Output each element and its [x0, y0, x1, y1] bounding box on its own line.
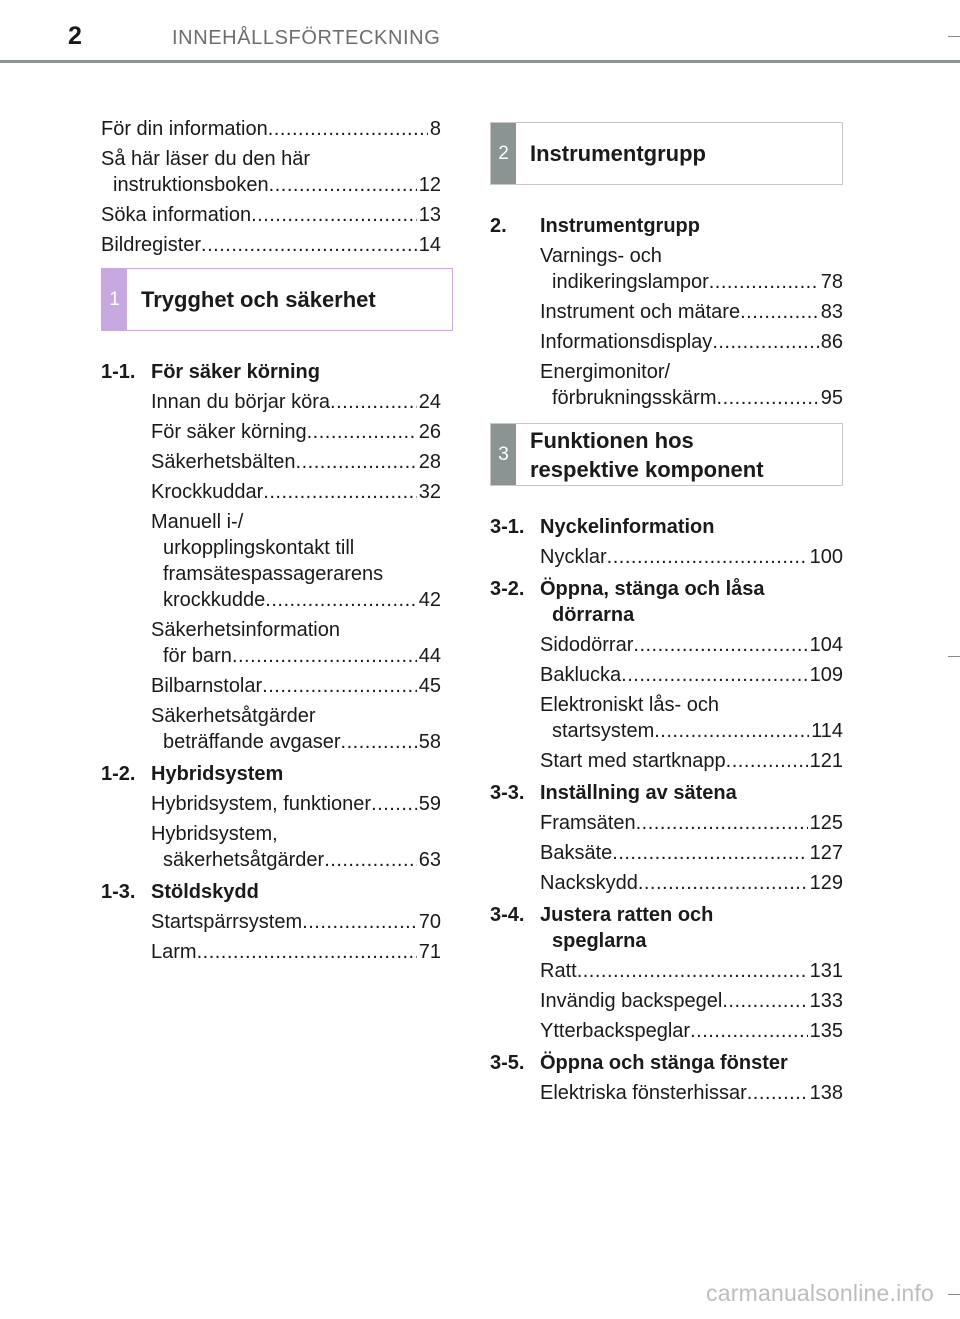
section-heading[interactable]: [101, 879, 441, 905]
chapter-number-tab: 1: [102, 269, 127, 330]
entry-title: För din information: [101, 118, 268, 140]
toc-entry[interactable]: [540, 544, 843, 570]
entry-line: Manuell i-/: [151, 511, 244, 533]
entry-title: Bildregister: [101, 234, 202, 256]
section-number: 3-4.: [490, 904, 525, 926]
toc-entry[interactable]: [540, 632, 843, 658]
dot-leader: [302, 909, 417, 935]
toc-entry[interactable]: [540, 810, 843, 836]
entry-last-line: [151, 479, 441, 505]
entry-last-line: [540, 1018, 843, 1044]
entry-title: startsystem: [552, 720, 655, 742]
toc-entry[interactable]: [151, 821, 441, 873]
entry-last-line: [101, 172, 441, 198]
dot-leader: [636, 810, 808, 836]
entry-last-line: [540, 958, 843, 984]
chapter-title-line: respektive komponent: [530, 456, 764, 482]
section-heading[interactable]: [490, 1050, 843, 1076]
toc-entry[interactable]: [540, 1018, 843, 1044]
section-title: [151, 879, 441, 905]
dot-leader: [307, 419, 417, 445]
section-number: 1-2.: [101, 763, 136, 785]
section-entries: [101, 909, 441, 965]
chapter-title-line: Instrumentgrupp: [530, 141, 706, 166]
page-ref: 109: [809, 664, 843, 686]
dot-leader: [612, 840, 807, 866]
entry-title: Startspärrsystem: [151, 911, 303, 933]
entry-last-line: [540, 718, 843, 744]
chapter-3: [490, 423, 843, 1106]
chapter-number-tab: 3: [491, 424, 516, 485]
section-heading[interactable]: [490, 780, 843, 806]
section-title: [540, 213, 843, 239]
entry-title: krockkudde: [163, 589, 266, 611]
section-number: 1-3.: [101, 881, 136, 903]
toc-entry[interactable]: [540, 329, 843, 355]
entry-last-line: [101, 232, 441, 258]
section-number: 1-1.: [101, 361, 136, 383]
dot-leader: [296, 449, 417, 475]
page-ref: 44: [418, 645, 441, 667]
section-entries: [490, 243, 843, 411]
toc-entry[interactable]: [540, 958, 843, 984]
entry-title: Ytterbackspeglar: [540, 1020, 691, 1042]
entry-last-line: [151, 729, 441, 755]
entry-last-line: [151, 643, 441, 669]
toc-entry[interactable]: [151, 909, 441, 935]
entry-last-line: [101, 116, 441, 142]
toc-entry[interactable]: [540, 299, 843, 325]
section-title: [540, 514, 843, 540]
toc-entry[interactable]: [151, 389, 441, 415]
toc-entry[interactable]: [151, 673, 441, 699]
dot-leader: [263, 479, 416, 505]
section-heading[interactable]: [490, 514, 843, 540]
watermark: carmanualsonline.info: [706, 1280, 934, 1306]
left-column: [101, 116, 441, 971]
dot-leader: [265, 587, 416, 613]
chapter-title-line: Trygghet och säkerhet: [141, 287, 376, 312]
page-number: 2: [68, 22, 82, 50]
entry-last-line: [540, 544, 843, 570]
dot-leader: [577, 958, 808, 984]
section-heading[interactable]: [490, 213, 843, 239]
page-ref: 78: [820, 271, 843, 293]
entry-last-line: [151, 909, 441, 935]
entry-title: Start med startknapp: [540, 750, 726, 772]
entry-title: Framsäten: [540, 812, 636, 834]
dot-leader: [740, 299, 819, 325]
margin-tick: [948, 1294, 960, 1295]
page-ref: 14: [418, 234, 441, 256]
section-title-line: Hybridsystem: [151, 763, 284, 785]
dot-leader: [268, 116, 428, 142]
dot-leader: [269, 172, 417, 198]
page-ref: 45: [418, 675, 441, 697]
page-ref: 135: [809, 1020, 843, 1042]
entry-title: Bilbarnstolar: [151, 675, 263, 697]
entry-line: framsätespassagerarens: [163, 563, 384, 585]
page-ref: 125: [809, 812, 843, 834]
entry-title: Söka information: [101, 204, 252, 226]
dot-leader: [197, 939, 417, 965]
entry-last-line: [540, 1080, 843, 1106]
dot-leader: [251, 202, 417, 228]
page-ref: 86: [820, 331, 843, 353]
entry-line: urkopplingskontakt till: [163, 537, 355, 559]
page-ref: 63: [418, 849, 441, 871]
chapter-2: [490, 122, 843, 411]
section-entries: [101, 389, 441, 755]
entry-last-line: [151, 389, 441, 415]
page-ref: 8: [429, 118, 441, 140]
page-ref: 138: [809, 1082, 843, 1104]
toc-entry[interactable]: [540, 1080, 843, 1106]
chapter-number-tab: 2: [491, 123, 516, 184]
entry-last-line: [540, 632, 843, 658]
page-ref: 95: [820, 387, 843, 409]
entry-line: Varnings- och: [540, 245, 662, 267]
page-ref: 131: [809, 960, 843, 982]
entry-last-line: [540, 329, 843, 355]
section-title: [540, 780, 843, 806]
page-ref: 12: [418, 174, 441, 196]
entry-title: Elektriska fönsterhissar: [540, 1082, 747, 1104]
entry-line: Hybridsystem,: [151, 823, 278, 845]
page-ref: 28: [418, 451, 441, 473]
entry-line: Så här läser du den här: [101, 148, 311, 170]
toc-entry[interactable]: [540, 692, 843, 744]
chapter-header: [101, 268, 453, 331]
dot-leader: [621, 662, 807, 688]
section-entries: [490, 810, 843, 896]
entry-title: Innan du börjar köra: [151, 391, 331, 413]
entry-title: förbrukningsskärm: [552, 387, 717, 409]
entry-title: För säker körning: [151, 421, 307, 443]
toc-entry[interactable]: [151, 479, 441, 505]
page-ref: 70: [418, 911, 441, 933]
entry-title: instruktionsboken: [113, 174, 269, 196]
dot-leader: [747, 1080, 808, 1106]
section-number: 3-2.: [490, 578, 525, 600]
section-title: [540, 576, 843, 628]
page-ref: 121: [809, 750, 843, 772]
entry-last-line: [151, 587, 441, 613]
toc-entry[interactable]: [540, 870, 843, 896]
entry-title: indikeringslampor: [552, 271, 709, 293]
section-entries: [490, 958, 843, 1044]
section-title: [540, 1050, 843, 1076]
entry-last-line: [540, 988, 843, 1014]
section-entries: [490, 632, 843, 774]
right-column: [490, 122, 843, 1112]
page-ref: 32: [418, 481, 441, 503]
dot-leader: [262, 673, 417, 699]
entry-title: Nycklar: [540, 546, 607, 568]
entry-title: Ratt: [540, 960, 577, 982]
dot-leader: [330, 389, 417, 415]
entry-title: Larm: [151, 941, 197, 963]
entry-last-line: [101, 202, 441, 228]
section-title-line: dörrarna: [552, 604, 635, 626]
toc-entry[interactable]: [151, 791, 441, 817]
entry-title: Nackskydd: [540, 872, 638, 894]
page-title: INNEHÅLLSFÖRTECKNING: [172, 27, 441, 49]
dot-leader: [722, 988, 807, 1014]
entry-last-line: [540, 748, 843, 774]
chapter-title-line: Funktionen hos: [530, 427, 694, 453]
toc-entry[interactable]: [151, 449, 441, 475]
entry-last-line: [540, 810, 843, 836]
section-number: 3-5.: [490, 1052, 525, 1074]
entry-title: Krockkuddar: [151, 481, 264, 503]
dot-leader: [717, 385, 819, 411]
entry-last-line: [151, 791, 441, 817]
section-heading[interactable]: [490, 576, 843, 628]
dot-leader: [690, 1018, 808, 1044]
entry-line: Säkerhetsinformation: [151, 619, 340, 641]
entry-title: säkerhetsåtgärder: [163, 849, 325, 871]
chapter-title: [516, 123, 706, 184]
entry-last-line: [540, 385, 843, 411]
page-ref: 114: [811, 720, 843, 742]
entry-title: Instrument och mätare: [540, 301, 741, 323]
page-ref: 26: [418, 421, 441, 443]
section-heading[interactable]: [101, 761, 441, 787]
dot-leader: [633, 632, 807, 658]
page-ref: 24: [418, 391, 441, 413]
entry-last-line: [540, 662, 843, 688]
toc-entry[interactable]: [151, 509, 441, 613]
section-number: 3-3.: [490, 782, 525, 804]
dot-leader: [709, 269, 819, 295]
chapter-1: [101, 268, 441, 965]
entry-last-line: [151, 449, 441, 475]
page-ref: 13: [418, 204, 441, 226]
section-title-line: Öppna och stänga fönster: [540, 1052, 788, 1074]
section-title-line: Instrumentgrupp: [540, 215, 700, 237]
chapter-header: [490, 122, 843, 185]
section-title-line: För säker körning: [151, 361, 320, 383]
page-ref: 133: [809, 990, 843, 1012]
page-ref: 71: [418, 941, 441, 963]
entry-line: Säkerhetsåtgärder: [151, 705, 316, 727]
page-ref: 100: [809, 546, 843, 568]
entry-last-line: [540, 299, 843, 325]
page-ref: 42: [418, 589, 441, 611]
page-header: [0, 0, 960, 64]
entry-line: Energimonitor/: [540, 361, 671, 383]
entry-last-line: [151, 847, 441, 873]
toc-entry[interactable]: [151, 939, 441, 965]
section-title: [151, 359, 441, 385]
header-divider: [0, 60, 960, 63]
section-entries: [101, 791, 441, 873]
toc-entry[interactable]: [540, 748, 843, 774]
dot-leader: [341, 729, 417, 755]
section-heading[interactable]: [490, 902, 843, 954]
section-title-line: Justera ratten och: [540, 904, 714, 926]
dot-leader: [654, 718, 809, 744]
page-ref: 129: [809, 872, 843, 894]
page-ref: 59: [418, 793, 441, 815]
page-ref: 58: [418, 731, 441, 753]
section-number: 2.: [490, 215, 507, 237]
toc-entry[interactable]: [101, 146, 441, 198]
toc-entry[interactable]: [540, 988, 843, 1014]
section-entries: [490, 544, 843, 570]
section-title-line: Nyckelinformation: [540, 516, 715, 538]
page-ref: 127: [809, 842, 843, 864]
toc-entry[interactable]: [101, 116, 441, 142]
toc-entry[interactable]: [540, 243, 843, 295]
dot-leader: [726, 748, 808, 774]
entry-last-line: [151, 939, 441, 965]
toc-entry[interactable]: [101, 202, 441, 228]
page-ref: 83: [820, 301, 843, 323]
entry-title: Baklucka: [540, 664, 622, 686]
intro-entries: [101, 116, 441, 258]
dot-leader: [232, 643, 417, 669]
page-ref: 104: [809, 634, 843, 656]
entry-line: Elektroniskt lås- och: [540, 694, 719, 716]
entry-title: Säkerhetsbälten: [151, 451, 296, 473]
entry-title: för barn: [163, 645, 232, 667]
section-title-line: speglarna: [552, 930, 647, 952]
toc-entry[interactable]: [540, 840, 843, 866]
section-title: [540, 902, 843, 954]
entry-last-line: [540, 269, 843, 295]
section-title-line: Stöldskydd: [151, 881, 259, 903]
entry-title: Sidodörrar: [540, 634, 634, 656]
chapter-header: [490, 423, 843, 486]
entry-last-line: [540, 840, 843, 866]
chapter-title: [516, 424, 764, 485]
section-title: [151, 761, 441, 787]
entry-last-line: [151, 419, 441, 445]
toc-entry[interactable]: [101, 232, 441, 258]
section-title-line: Öppna, stänga och låsa: [540, 578, 765, 600]
entry-title: Informationsdisplay: [540, 331, 713, 353]
chapter-title: [127, 269, 376, 330]
toc-entry[interactable]: [540, 662, 843, 688]
toc-entry[interactable]: [151, 703, 441, 755]
section-entries: [490, 1080, 843, 1106]
entry-title: Hybridsystem, funktioner: [151, 793, 372, 815]
dot-leader: [712, 329, 818, 355]
entry-title: Baksäte: [540, 842, 613, 864]
toc-entry[interactable]: [151, 419, 441, 445]
entry-last-line: [540, 870, 843, 896]
toc-entry[interactable]: [540, 359, 843, 411]
section-number: 3-1.: [490, 516, 525, 538]
entry-last-line: [151, 673, 441, 699]
margin-tick: [948, 36, 960, 37]
toc-entry[interactable]: [151, 617, 441, 669]
section-heading[interactable]: [101, 359, 441, 385]
entry-title: Invändig backspegel: [540, 990, 723, 1012]
dot-leader: [201, 232, 417, 258]
dot-leader: [371, 791, 417, 817]
margin-tick: [948, 656, 960, 657]
section-title-line: Inställning av sätena: [540, 782, 737, 804]
dot-leader: [607, 544, 808, 570]
entry-title: beträffande avgaser: [163, 731, 341, 753]
dot-leader: [324, 847, 417, 873]
dot-leader: [638, 870, 808, 896]
